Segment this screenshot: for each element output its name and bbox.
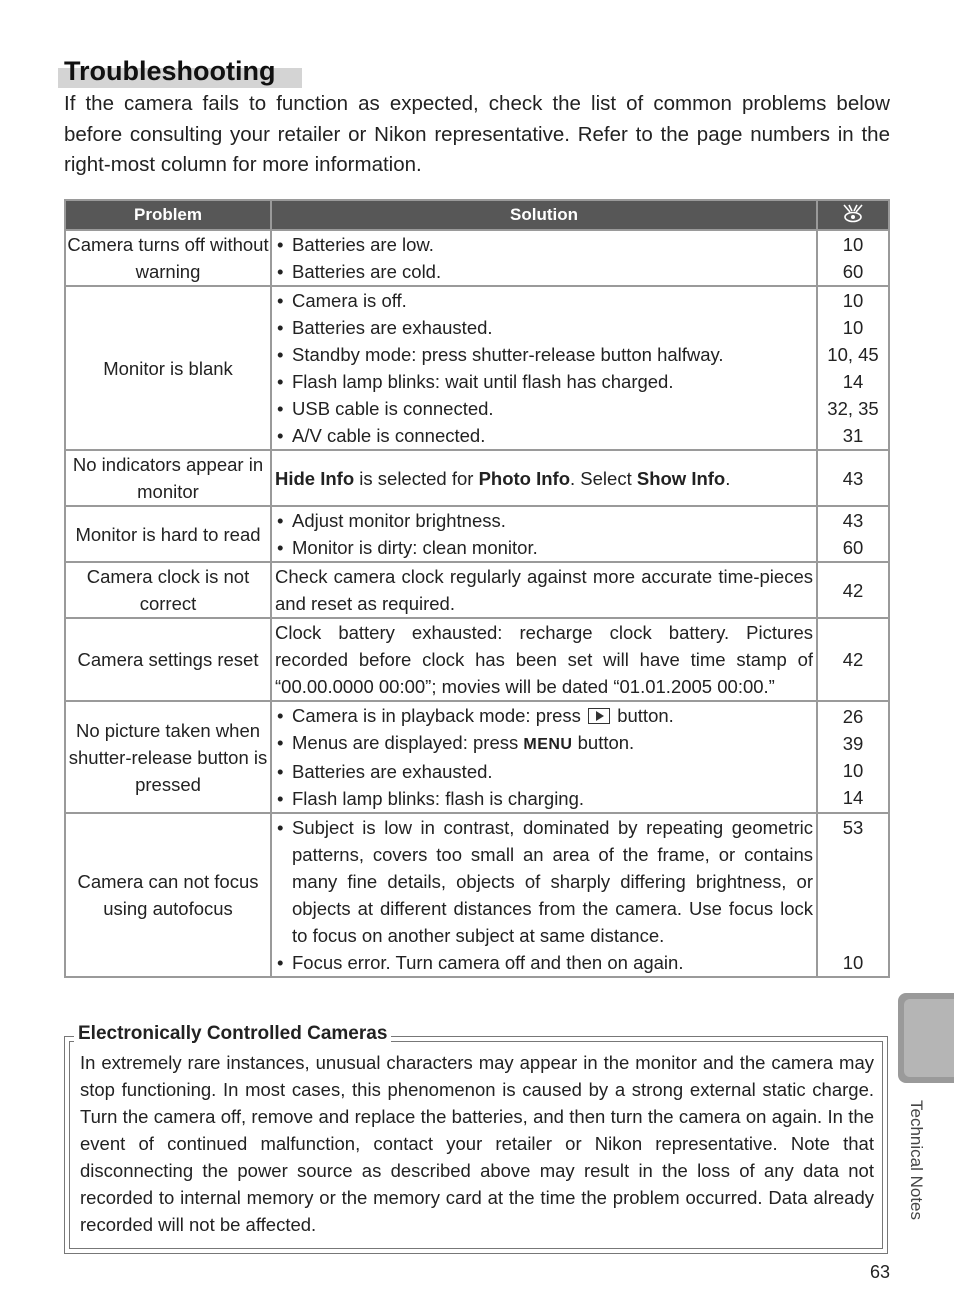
page-cell: 42 <box>817 618 889 701</box>
page-reference-icon <box>841 203 865 223</box>
solution-cell: • Camera is off. • Batteries are exhausted. • Standby mode: press shutter-release button halfway. • Flash lamp blinks: wait until flash has charged. • USB cable is connected. • A/V cable is connected. <box>271 286 817 450</box>
table-row <box>65 562 889 618</box>
problem-cell: Monitor is blank <box>65 286 271 450</box>
problem-cell: No indicators appear in monitor <box>65 450 271 506</box>
table-row <box>65 701 889 813</box>
problem-cell: Camera can not focus using autofocus <box>65 813 271 977</box>
page-number: 63 <box>869 1262 890 1282</box>
solution-cell: • Subject is low in contrast, dominated by repeating geometric patterns, covers too small an area of the frame, or contains many fine details, objects of sharply differing brightness, or objects at different distances from the camera. Use focus lock to focus on another subject at same distance. • Focus error. Turn camera off and then on again. <box>271 813 817 977</box>
section-label: Technical Notes <box>907 1100 926 1221</box>
problem-cell: Camera clock is not correct <box>65 562 271 618</box>
page-title: Troubleshooting <box>64 56 276 86</box>
solution-cell: Check camera clock regularly against more accurate time-pieces and reset as required. <box>271 562 817 618</box>
menu-button-label: MENU <box>523 736 573 753</box>
solution-cell: • Batteries are low. • Batteries are cold. <box>271 230 817 286</box>
page-cell: 10 10 10, 45 14 32, 35 31 <box>817 286 889 450</box>
header-page-reference <box>817 200 889 230</box>
problem-cell: No picture taken when shutter-release button is pressed <box>65 701 271 813</box>
page-cell: 53 10 <box>817 813 889 977</box>
solution-cell: Hide Info is selected for Photo Info. Select Show Info. <box>271 450 817 506</box>
table-row <box>65 618 889 701</box>
table-row <box>65 506 889 562</box>
playback-button-icon <box>588 708 610 724</box>
solution-cell: Clock battery exhausted: recharge clock battery. Pictures recorded before clock has been set will have time stamp of “00.00.0000 00:00”; movies will be dated “01.01.2005 00:00.” <box>271 618 817 701</box>
troubleshooting-table <box>64 199 890 978</box>
problem-cell: Camera turns off without warning <box>65 230 271 286</box>
note-text: In extremely rare instances, unusual characters may appear in the monitor and the camera may stop functioning. In most cases, this phenomenon is caused by a strong external static charge. Turn the camera off, remove and replace the batteries, and then turn the camera on again. In the event of continued malfunction, contact your retailer or Nikon representative. Note that disconnecting the power source as described above may result in the loss of any data not recorded to internal memory or the memory card at the time the problem occurred. Data already recorded will not be affected. <box>80 1052 874 1235</box>
intro-paragraph: If the camera fails to function as expected, check the list of common problems below before consulting your retailer or Nikon representative. Refer to the page numbers in the right-most column for more information. <box>64 92 890 176</box>
page-cell: 42 <box>817 562 889 618</box>
solution-cell: • Camera is in playback mode: press button. • Menus are displayed: press MENU button. • Batteries are exhausted. • Flash lamp blinks: flash is charging. <box>271 701 817 813</box>
page-cell: 10 60 <box>817 230 889 286</box>
table-row <box>65 286 889 450</box>
page-cell: 43 60 <box>817 506 889 562</box>
header-problem: Problem <box>65 200 271 230</box>
table-row <box>65 230 889 286</box>
table-row <box>65 813 889 977</box>
solution-cell: • Adjust monitor brightness. • Monitor is dirty: clean monitor. <box>271 506 817 562</box>
header-solution: Solution <box>271 200 817 230</box>
problem-cell: Monitor is hard to read <box>65 506 271 562</box>
page-cell: 43 <box>817 450 889 506</box>
table-header-row <box>65 200 889 230</box>
note-title: Electronically Controlled Cameras <box>74 1023 391 1045</box>
page-cell: 26 39 10 14 <box>817 701 889 813</box>
problem-cell: Camera settings reset <box>65 618 271 701</box>
section-tab-inner <box>904 999 954 1077</box>
table-row <box>65 450 889 506</box>
